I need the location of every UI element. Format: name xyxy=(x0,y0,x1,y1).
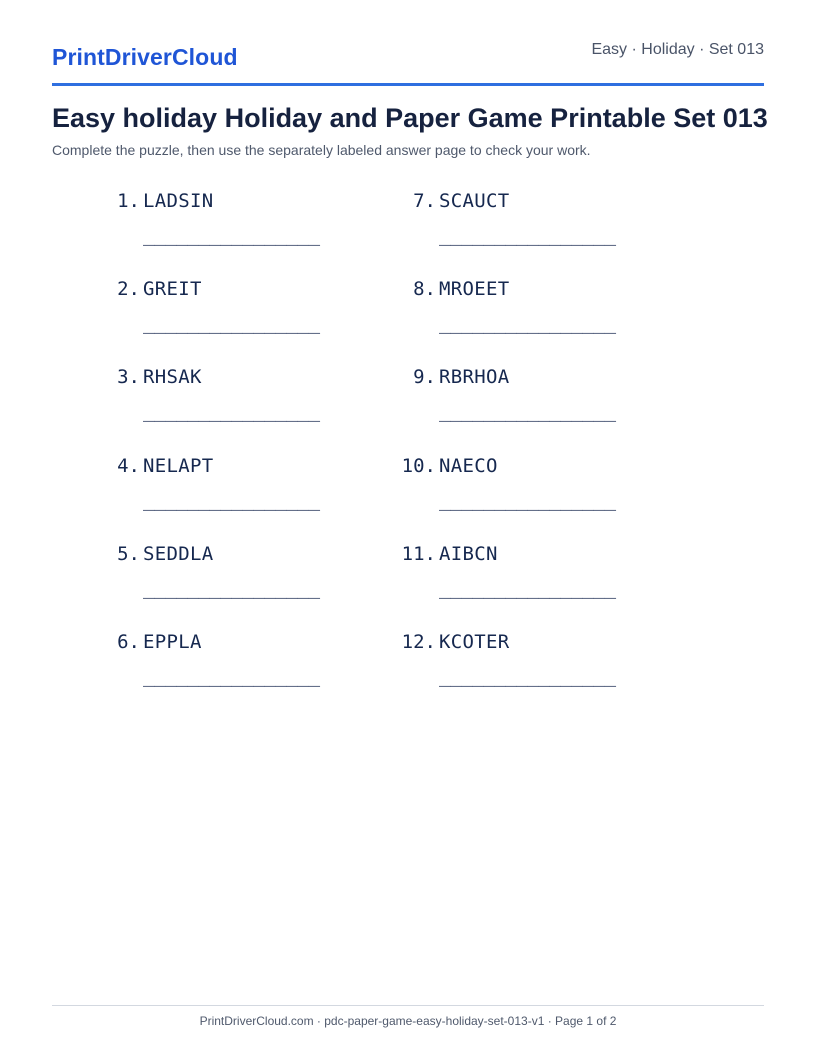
item-number: 2. xyxy=(117,278,140,300)
puzzle-item-4 xyxy=(106,455,366,543)
answer-blank: ________________ xyxy=(143,224,320,246)
puzzle-item-9 xyxy=(402,366,662,454)
puzzle-item-7 xyxy=(402,190,662,278)
scrambled-word: LADSIN xyxy=(143,190,214,212)
item-number: 8. xyxy=(413,278,436,300)
item-number: 1. xyxy=(117,190,140,212)
page-subtitle: Complete the puzzle, then use the separately labeled answer page to check your work. xyxy=(52,142,591,158)
puzzle-item-6 xyxy=(106,631,366,719)
puzzle-item-2 xyxy=(106,278,366,366)
item-number: 6. xyxy=(117,631,140,653)
answer-blank: ________________ xyxy=(439,665,616,687)
item-number: 9. xyxy=(413,366,436,388)
page-title: Easy holiday Holiday and Paper Game Printable Set 013 xyxy=(52,103,768,133)
scrambled-word: GREIT xyxy=(143,278,202,300)
item-number: 4. xyxy=(117,455,140,477)
puzzle-item-11 xyxy=(402,543,662,631)
scrambled-word: RHSAK xyxy=(143,366,202,388)
item-number: 11. xyxy=(401,543,436,565)
answer-blank: ________________ xyxy=(143,312,320,334)
page-footer xyxy=(52,1005,764,1028)
footer-text: PrintDriverCloud.com · pdc-paper-game-easy-holiday-set-013-v1 · Page 1 of 2 xyxy=(199,1014,617,1028)
answer-blank: ________________ xyxy=(143,577,320,599)
answer-blank: ________________ xyxy=(439,312,616,334)
scrambled-word: KCOTER xyxy=(439,631,510,653)
puzzle-item-5 xyxy=(106,543,366,631)
scrambled-word: EPPLA xyxy=(143,631,202,653)
scrambled-word: SCAUCT xyxy=(439,190,510,212)
scrambled-word: AIBCN xyxy=(439,543,498,565)
puzzle-item-10 xyxy=(402,455,662,543)
answer-blank: ________________ xyxy=(439,489,616,511)
answer-blank: ________________ xyxy=(143,665,320,687)
answer-blank: ________________ xyxy=(439,224,616,246)
item-number: 10. xyxy=(401,455,436,477)
item-number: 5. xyxy=(117,543,140,565)
puzzle-item-12 xyxy=(402,631,662,719)
answer-blank: ________________ xyxy=(143,489,320,511)
answer-blank: ________________ xyxy=(439,400,616,422)
scrambled-word: SEDDLA xyxy=(143,543,214,565)
puzzle-item-8 xyxy=(402,278,662,366)
scrambled-word: NELAPT xyxy=(143,455,214,477)
scrambled-word: MROEET xyxy=(439,278,510,300)
answer-blank: ________________ xyxy=(439,577,616,599)
brand-logo-text[interactable]: PrintDriverCloud xyxy=(52,44,238,70)
puzzle-item-3 xyxy=(106,366,366,454)
item-number: 7. xyxy=(413,190,436,212)
scrambled-word: NAECO xyxy=(439,455,498,477)
answer-blank: ________________ xyxy=(143,400,320,422)
scrambled-word: RBRHOA xyxy=(439,366,510,388)
item-number: 3. xyxy=(117,366,140,388)
puzzle-item-1 xyxy=(106,190,366,278)
header-meta: Easy · Holiday · Set 013 xyxy=(591,41,764,58)
item-number: 12. xyxy=(401,631,436,653)
